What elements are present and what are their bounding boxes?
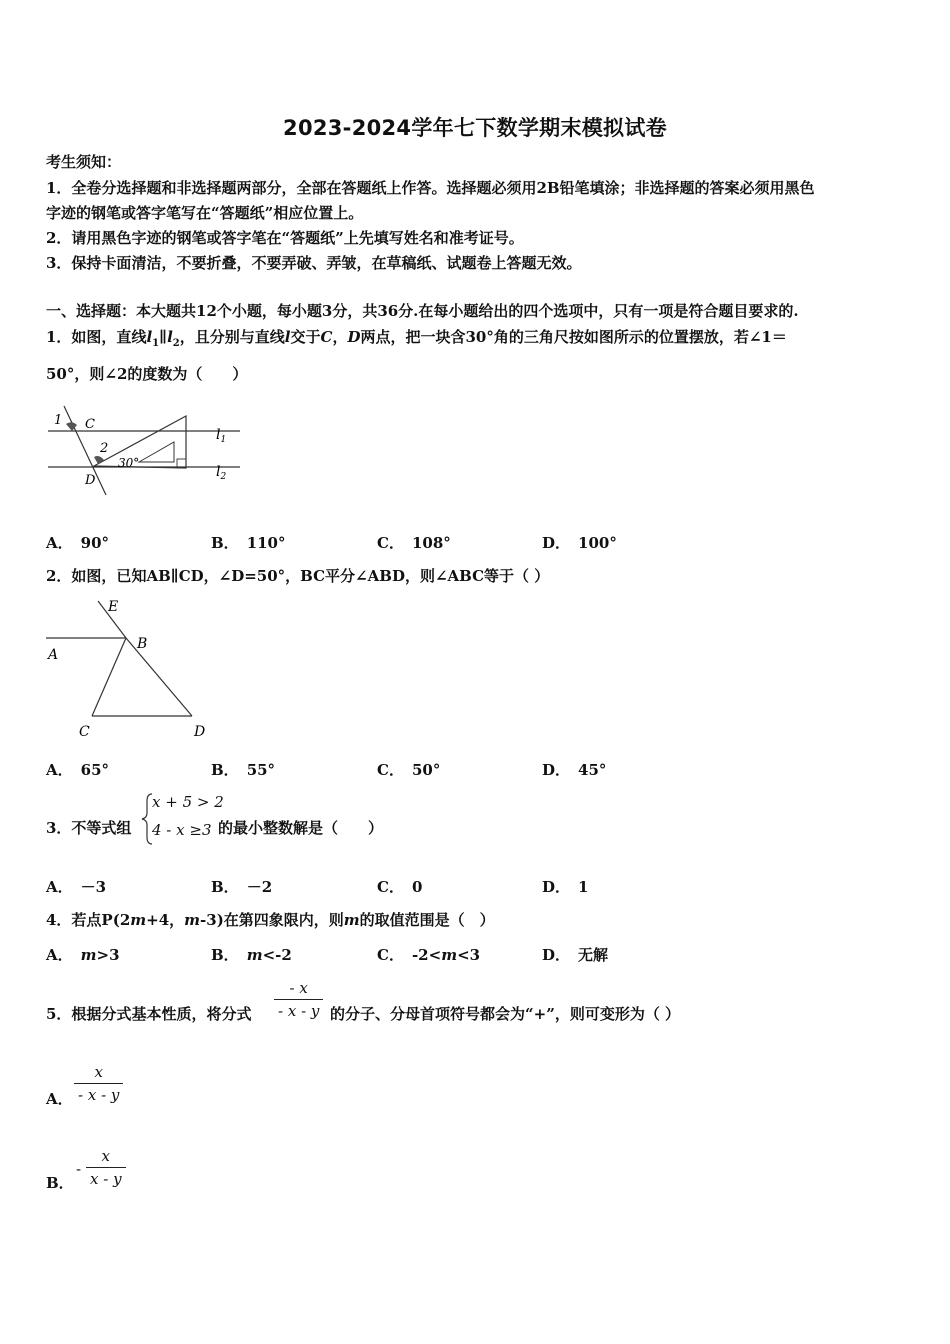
fraction-denominator: - x - y bbox=[278, 1002, 320, 1020]
option-a-numerator: x bbox=[74, 1063, 123, 1084]
notice-item-2: 2．请用黑色字迹的钢笔或答字笔在“答题纸”上先填写姓名和准考证号。 bbox=[46, 229, 524, 247]
question-4-option-c[interactable]: C． -2<m<3 bbox=[377, 946, 481, 964]
angle-2-mark bbox=[94, 456, 104, 464]
option-b-sign: - bbox=[76, 1160, 82, 1178]
inequality-1: x + 5 > 2 bbox=[152, 793, 224, 811]
option-b-numerator: x bbox=[86, 1147, 126, 1168]
figure-label-c: C bbox=[79, 724, 90, 740]
question-5-option-a-fraction[interactable] bbox=[74, 1063, 123, 1104]
notice-item-1-line-2: 字迹的钢笔或答字笔写在“答题纸”相应位置上。 bbox=[46, 204, 364, 222]
question-2-stem: 2．如图，已知AB∥CD，∠D=50°，BC平分∠ABD，则∠ABC等于（ ） bbox=[46, 567, 550, 585]
notice-heading: 考生须知： bbox=[46, 153, 122, 171]
notice-item-1-line-1: 1．全卷分选择题和非选择题两部分，全部在答题纸上作答。选择题必须用2B铅笔填涂；非选择题的答案必须用黑色 bbox=[46, 179, 815, 197]
figure-label-d: D bbox=[85, 473, 96, 488]
figure-label-d: D bbox=[194, 724, 206, 740]
question-3-prefix: 3．不等式组 bbox=[46, 819, 132, 837]
question-2-figure bbox=[44, 597, 214, 742]
figure-label-b: B bbox=[137, 636, 148, 652]
line-bc bbox=[92, 638, 126, 716]
question-5-prefix: 5．根据分式基本性质，将分式 bbox=[46, 1005, 252, 1023]
question-4-stem: 4．若点P(2m+4，m-3)在第四象限内，则m的取值范围是（ ） bbox=[46, 911, 495, 929]
figure-label-1: 1 bbox=[54, 413, 63, 428]
question-5-option-a-label[interactable]: A． bbox=[46, 1090, 73, 1108]
question-4-option-a[interactable]: A． m>3 bbox=[46, 946, 120, 964]
figure-label-l2: $l_2$ bbox=[216, 464, 227, 482]
inequality-2: 4 - x ≥3 bbox=[152, 821, 212, 839]
question-2-option-a[interactable]: A． 65° bbox=[46, 761, 110, 779]
question-1-stem: 1．如图，直线$l_1\parallel l_2$，且分别与直线l交于C，D两点，把一块含30°角的三角尺按如图所示的位置摆放，若∠1＝ bbox=[46, 328, 787, 349]
notice-item-3: 3．保持卡面清洁，不要折叠，不要弄破、弄皱，在草稿纸、试题卷上答题无效。 bbox=[46, 254, 582, 272]
question-3-option-b[interactable]: B． －2 bbox=[211, 878, 273, 896]
triangle-ruler-inner bbox=[139, 442, 174, 462]
question-4-option-d[interactable]: D． 无解 bbox=[542, 946, 609, 964]
question-3-option-d[interactable]: D． 1 bbox=[542, 878, 589, 896]
fraction-numerator: - x bbox=[274, 979, 323, 1000]
question-5-suffix: 的分子、分母首项符号都会为“+”，则可变形为（ ） bbox=[330, 1005, 681, 1023]
question-1-stem-line-2: 50°，则∠2的度数为（ ） bbox=[46, 365, 248, 383]
figure-label-30: 30° bbox=[118, 456, 140, 470]
page-title: 2023-2024学年七下数学期末模拟试卷 bbox=[283, 116, 667, 140]
question-1-figure bbox=[44, 398, 244, 498]
option-a-denominator: - x - y bbox=[78, 1086, 120, 1104]
question-1-option-b[interactable]: B． 110° bbox=[211, 534, 286, 552]
question-1-option-a[interactable]: A． 90° bbox=[46, 534, 110, 552]
question-1-option-d[interactable]: D． 100° bbox=[542, 534, 617, 552]
figure-label-l1: $l_1$ bbox=[216, 427, 227, 445]
question-5-option-b-label[interactable]: B． bbox=[46, 1174, 74, 1192]
question-5-fraction bbox=[274, 979, 323, 1020]
question-3-suffix: 的最小整数解是（ ） bbox=[218, 819, 384, 837]
question-2-option-b[interactable]: B． 55° bbox=[211, 761, 276, 779]
option-b-denominator: x - y bbox=[90, 1170, 122, 1188]
question-3-option-c[interactable]: C． 0 bbox=[377, 878, 423, 896]
figure-label-2: 2 bbox=[100, 441, 109, 456]
question-2-option-c[interactable]: C． 50° bbox=[377, 761, 441, 779]
question-1-option-c[interactable]: C． 108° bbox=[377, 534, 451, 552]
question-3-option-a[interactable]: A． －3 bbox=[46, 878, 107, 896]
section-heading: 一、选择题：本大题共12个小题，每小题3分，共36分.在每小题给出的四个选项中，只有一项是符合题目要求的. bbox=[46, 302, 799, 320]
figure-label-e: E bbox=[108, 599, 119, 615]
figure-label-a: A bbox=[48, 647, 59, 663]
question-2-option-d[interactable]: D． 45° bbox=[542, 761, 607, 779]
question-5-option-b-fraction[interactable] bbox=[86, 1147, 126, 1188]
figure-label-c: C bbox=[85, 417, 95, 432]
line-bd bbox=[126, 638, 192, 716]
question-4-option-b[interactable]: B． m<-2 bbox=[211, 946, 292, 964]
